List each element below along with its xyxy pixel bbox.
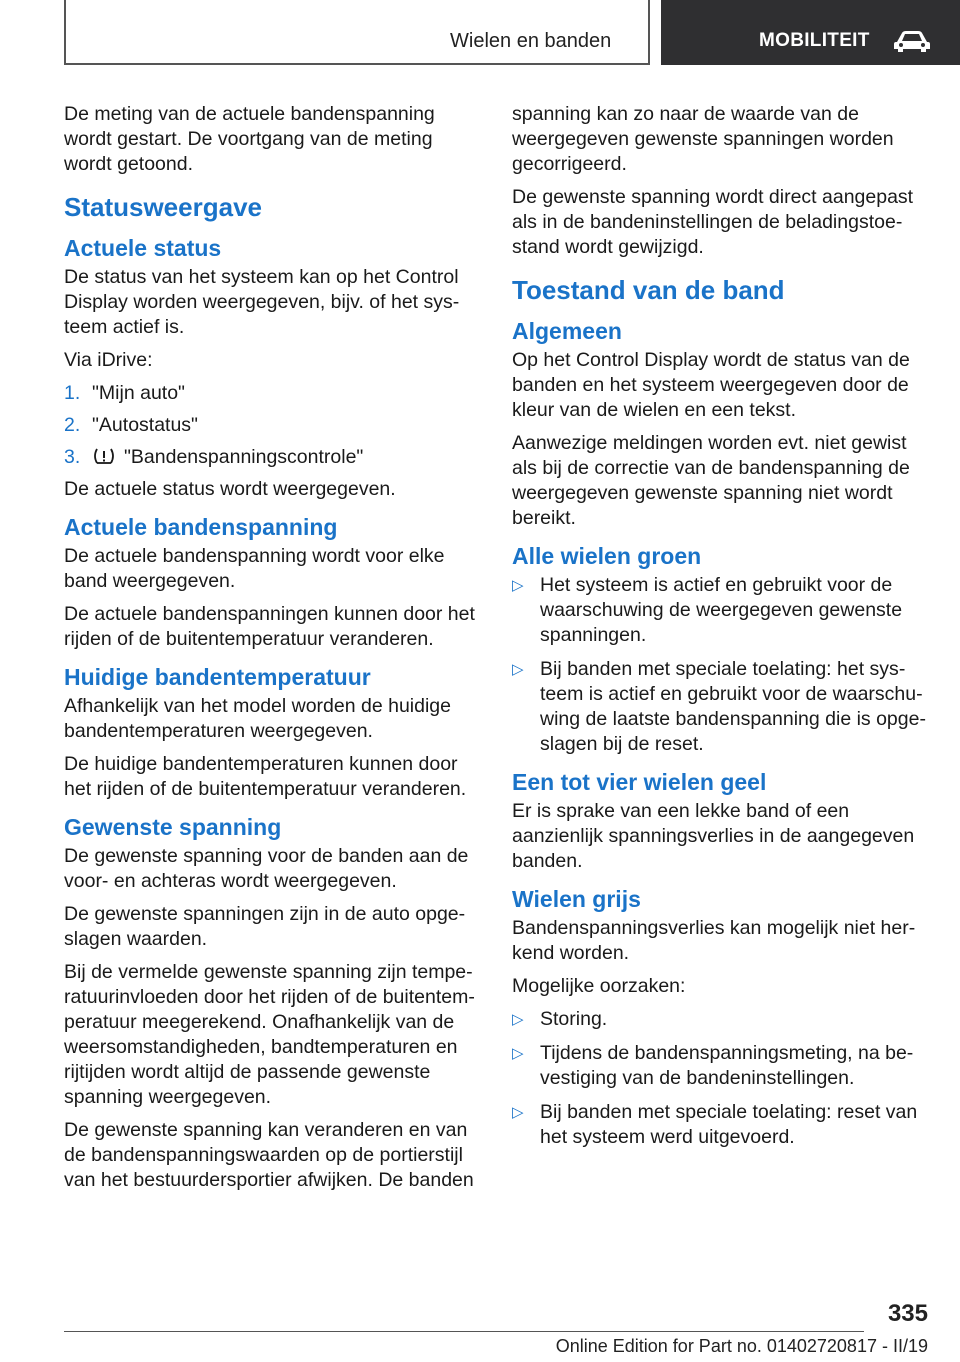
paragraph: Aanwezige meldingen worden evt. niet gewist als bij de correctie van de bandenspanning de weergegeven gewenste spanning niet wordt bereikt. (512, 432, 910, 529)
paragraph: Via iDrive: (64, 349, 153, 371)
idrive-steps (64, 381, 484, 470)
tyre-pressure-warning-icon (92, 447, 116, 465)
list-item-text: Tijdens de bandenspanningsmeting, na bevestiging van de bandeninstellingen. (540, 1042, 914, 1089)
intro-paragraph: De meting van de actuele bandenspanning wordt gestart. De voortgang van de meting wordt getoond. (64, 103, 435, 175)
paragraph: Bij de vermelde gewenste spanning zijn temperatuurinvloeden door het rijden of de buitentemperatuur meegerekend. Onafhankelijk van de weersomstandigheden, bandtemperaturen en rijtijden wordt altijd de passende gewenste spanning weergegeven. (64, 961, 475, 1108)
section-title: Wielen en banden (450, 30, 612, 52)
step-number: 1. (64, 382, 81, 404)
list-item (64, 381, 484, 406)
heading-huidige-bandentemperatuur: Huidige bandentemperatuur (64, 664, 371, 690)
heading-statusweergave: Statusweergave (64, 192, 262, 222)
page-header (0, 0, 960, 66)
list-item (512, 573, 932, 648)
triangle-bullet-icon: ▷ (512, 1045, 524, 1062)
heading-gewenste-spanning: Gewenste spanning (64, 814, 282, 840)
paragraph: De gewenste spanning kan veranderen en van de bandenspanningswaarden op de portierstijl van het bestuurdersportier afwijken. De banden (64, 1119, 474, 1191)
header-divider (648, 0, 650, 65)
list-item (64, 413, 484, 438)
step-text: "Mijn auto" (92, 382, 185, 404)
chapter-tab (661, 0, 960, 65)
chapter-label: MOBILITEIT (759, 30, 870, 51)
paragraph: spanning kan zo naar de waarde van de weergegeven gewenste spanningen worden gecorrigeerd. (512, 103, 894, 175)
paragraph: De gewenste spanningen zijn in de auto opgeslagen waarden. (64, 903, 466, 950)
heading-wielen-grijs: Wielen grijs (512, 886, 641, 912)
list-item (64, 445, 484, 470)
paragraph: De actuele bandenspanning wordt voor elke band weergegeven. (64, 545, 445, 592)
green-list (512, 573, 932, 757)
right-column (512, 102, 932, 1159)
car-icon (893, 28, 931, 54)
list-item (512, 1100, 932, 1150)
list-item-text: Het systeem is actief en gebruikt voor de waarschuwing de weergegeven gewenste spanningen. (540, 574, 903, 646)
paragraph: De actuele status wordt weergegeven. (64, 478, 396, 500)
triangle-bullet-icon: ▷ (512, 1011, 524, 1028)
heading-toestand-van-de-band: Toestand van de band (512, 275, 785, 305)
left-column (64, 102, 484, 1201)
paragraph: Mogelijke oorzaken: (512, 975, 686, 997)
step-text: "Autostatus" (92, 414, 198, 436)
paragraph: De huidige bandentemperaturen kunnen door het rijden of de buitentemperatuur veranderen. (64, 753, 467, 800)
triangle-bullet-icon: ▷ (512, 577, 524, 594)
heading-actuele-bandenspanning: Actuele bandenspanning (64, 514, 338, 540)
paragraph: De status van het systeem kan op het Control Display worden weergegeven, bijv. of het systeem actief is. (64, 266, 460, 338)
paragraph: De actuele bandenspanningen kunnen door het rijden of de buitentemperatuur veranderen. (64, 603, 475, 650)
paragraph: Afhankelijk van het model worden de huidige bandentemperaturen weergegeven. (64, 695, 452, 742)
paragraph: De gewenste spanning voor de banden aan de voor- en achteras wordt weergegeven. (64, 845, 469, 892)
grey-list (512, 1007, 932, 1150)
triangle-bullet-icon: ▷ (512, 661, 524, 678)
paragraph: Er is sprake van een lekke band of een aanzienlijk spanningsverlies in de aangegeven banden. (512, 800, 915, 872)
list-item-text: Storing. (540, 1008, 608, 1030)
footer-divider (64, 1331, 864, 1332)
paragraph: De gewenste spanning wordt direct aangepast als in de bandeninstellingen de beladingstoestand wordt gewijzigd. (512, 186, 914, 258)
step-number: 3. (64, 446, 81, 468)
list-item-text: Bij banden met speciale toelating: reset van het systeem werd uitgevoerd. (540, 1101, 918, 1148)
page-number: 335 (887, 1300, 928, 1327)
header-divider (64, 0, 66, 65)
edition-text: Online Edition for Part no. 01402720817 - II/19 (555, 1336, 928, 1356)
paragraph: Op het Control Display wordt de status van de banden en het systeem weergegeven door de kleur van de wielen en een tekst. (512, 349, 910, 421)
heading-actuele-status: Actuele status (64, 235, 222, 261)
list-item (512, 1007, 932, 1032)
step-text: "Bandenspanningscontrole" (124, 446, 364, 468)
heading-algemeen: Algemeen (512, 318, 622, 344)
list-item (512, 657, 932, 757)
heading-wielen-geel: Een tot vier wielen geel (512, 769, 767, 795)
header-divider (64, 63, 649, 65)
step-number: 2. (64, 414, 81, 436)
paragraph: Bandenspanningsverlies kan mogelijk niet herkend worden. (512, 917, 916, 964)
list-item-text: Bij banden met speciale toelating: het systeem is actief en gebruikt voor de waarschuwing de laatste bandenspanning die is opgeslagen bij de reset. (540, 658, 926, 755)
triangle-bullet-icon: ▷ (512, 1104, 524, 1121)
list-item (512, 1041, 932, 1091)
heading-alle-wielen-groen: Alle wielen groen (512, 543, 702, 569)
